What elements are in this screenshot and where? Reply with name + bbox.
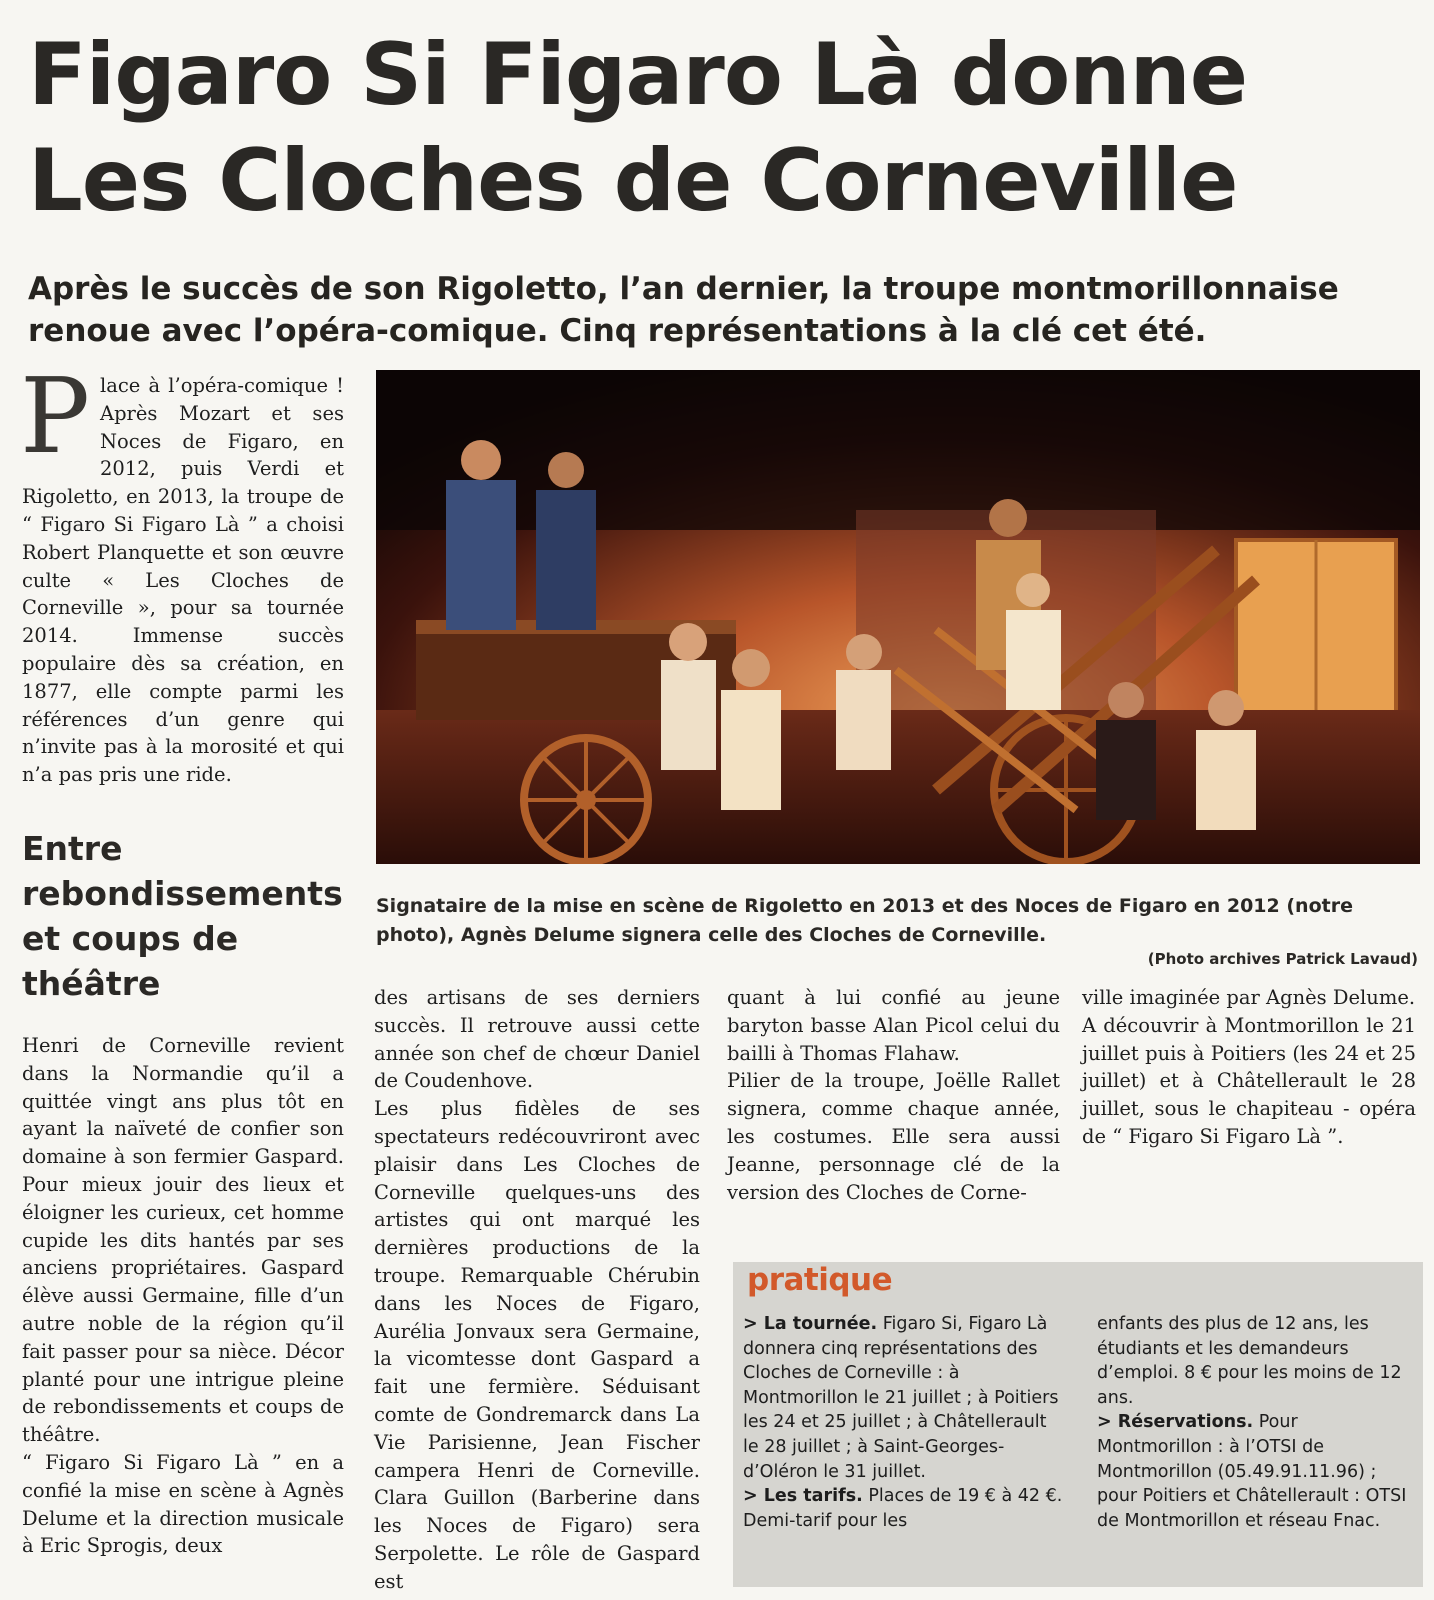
body-column-2 <box>374 984 700 1596</box>
body-paragraph: “ Figaro Si Figaro Là ” en a confié la mise en scène à Agnès Delume et la direction musicale à Eric Sprogis, deux <box>22 1450 344 1558</box>
body-paragraph: A découvrir à Montmorillon le 21 juillet puis à Poitiers (les 24 et 25 juillet) et à Châtellerault le 28 juillet, sous le chapiteau - opéra de “ Figaro Si Figaro Là ”. <box>1082 1013 1416 1148</box>
subheadline: Après le succès de son Rigoletto, l’an dernier, la troupe montmorillonnaise renoue avec l’opéra-comique. Cinq représentations à la clé cet été. <box>28 271 1339 349</box>
headline <box>28 22 1418 234</box>
body-column-1 <box>22 1032 344 1560</box>
reservations-text: Pour Montmorillon : à l’OTSI de Montmorillon (05.49.91.11.96) ; pour Poitiers et Châtellerault : OTSI de Montmorillon et réseau Fnac. <box>1097 1412 1407 1531</box>
intro-text: lace à l’opéra-comique ! Après Mozart et ses Noces de Figaro, en 2012, puis Verdi et Rigoletto, en 2013, la troupe de “ Figaro Si Figaro Là ” a choisi Robert Planquette et son œuvre culte « Les Cloches de Corneville », pour sa tournée 2014. Immense succès populaire dès sa création, en 1877, elle compte parmi les références d’un genre qui n’invite pas à la morosité et qui n’a pas pris une ride. <box>22 374 344 787</box>
body-column-4 <box>1082 984 1416 1151</box>
headline-line-1: Figaro Si Figaro Là donne <box>28 25 1248 125</box>
body-paragraph: Pilier de la troupe, Joëlle Rallet signera, comme chaque année, les costumes. Elle sera aussi Jeanne, personnage clé de la version des Cloches de Corne- <box>727 1069 1060 1204</box>
body-paragraph: Les plus fidèles de ses spectateurs redécouvriront avec plaisir dans Les Cloches de Corneville quelques-uns des artistes qui ont marqué les dernières productions de la troupe. Remarquable Chérubin dans les Noces de Figaro, Aurélia Jonvaux sera Germaine, la vicomtesse dont Gaspard a fait une fermière. Séduisant comte de Gondremarck dans La Vie Parisienne, Jean Fischer campera Henri de Corneville. Clara Guillon (Barberine dans les Noces de Figaro) sera Serpolette. Le rôle de Gaspard est <box>374 1097 700 1593</box>
dropcap: P <box>20 355 90 477</box>
pratique-column-1 <box>743 1312 1063 1533</box>
body-paragraph: ville imaginée par Agnès Delume. <box>1082 986 1416 1009</box>
body-paragraph: des artisans de ses derniers succès. Il retrouve aussi cette année son chef de chœur Daniel de Coudenhove. <box>374 986 700 1093</box>
intro-paragraph <box>20 355 344 789</box>
tarifs-continued: enfants des plus de 12 ans, les étudiants et les demandeurs d’emploi. 8 € pour les moins de 12 ans. <box>1097 1314 1402 1408</box>
body-paragraph: Henri de Corneville revient dans la Normandie qu’il a quittée vingt ans plus tôt en ayant la naïveté de confier son domaine à son fermier Gaspard. Pour mieux jouir des lieux et éloigner les curieux, cet homme cupide les dits hantés par ses anciens propriétaires. Gaspard élève aussi Germaine, fille d’un autre noble de la région qu’il fait passer pour sa nièce. Décor planté pour une intrigue pleine de rebondissements et coups de théâtre. <box>22 1034 344 1447</box>
pratique-title: pratique <box>747 1262 893 1298</box>
pratique-box <box>733 1262 1423 1587</box>
body-column-3 <box>727 984 1060 1206</box>
body-paragraph: quant à lui confié au jeune baryton basse Alan Picol celui du bailli à Thomas Flahaw. <box>727 986 1060 1065</box>
stage-photo <box>376 370 1420 864</box>
intro-column <box>20 355 344 789</box>
tarifs-label: > Les tarifs. <box>743 1486 863 1507</box>
pratique-reservations <box>1097 1410 1407 1533</box>
section-heading: Entre rebondissements et coups de théâtre <box>22 829 343 1003</box>
photo-caption: Signataire de la mise en scène de Rigoletto en 2013 et des Noces de Figaro en 2012 (notre photo), Agnès Delume signera celle des Cloches de Corneville. <box>376 895 1353 946</box>
headline-line-2: Les Cloches de Corneville <box>28 131 1238 231</box>
pratique-tournee <box>743 1312 1063 1484</box>
pratique-tarifs <box>743 1484 1063 1533</box>
reservations-label: > Réservations. <box>1097 1412 1254 1433</box>
pratique-column-2 <box>1097 1312 1407 1533</box>
stage-photo-illustration <box>376 370 1420 864</box>
tournee-label: > La tournée. <box>743 1314 878 1334</box>
photo-credit: (Photo archives Patrick Lavaud) <box>1147 950 1418 968</box>
tarifs-text: Places de 19 € à 42 €. Demi-tarif pour les <box>743 1486 1063 1531</box>
tournee-text: Figaro Si, Figaro Là donnera cinq représentations des Cloches de Corneville : à Montmorillon le 21 juillet ; à Poitiers les 24 et 25 juillet ; à Châtellerault le 28 juillet ; à Saint-Georges-d’Oléron le 31 juillet. <box>743 1314 1059 1482</box>
